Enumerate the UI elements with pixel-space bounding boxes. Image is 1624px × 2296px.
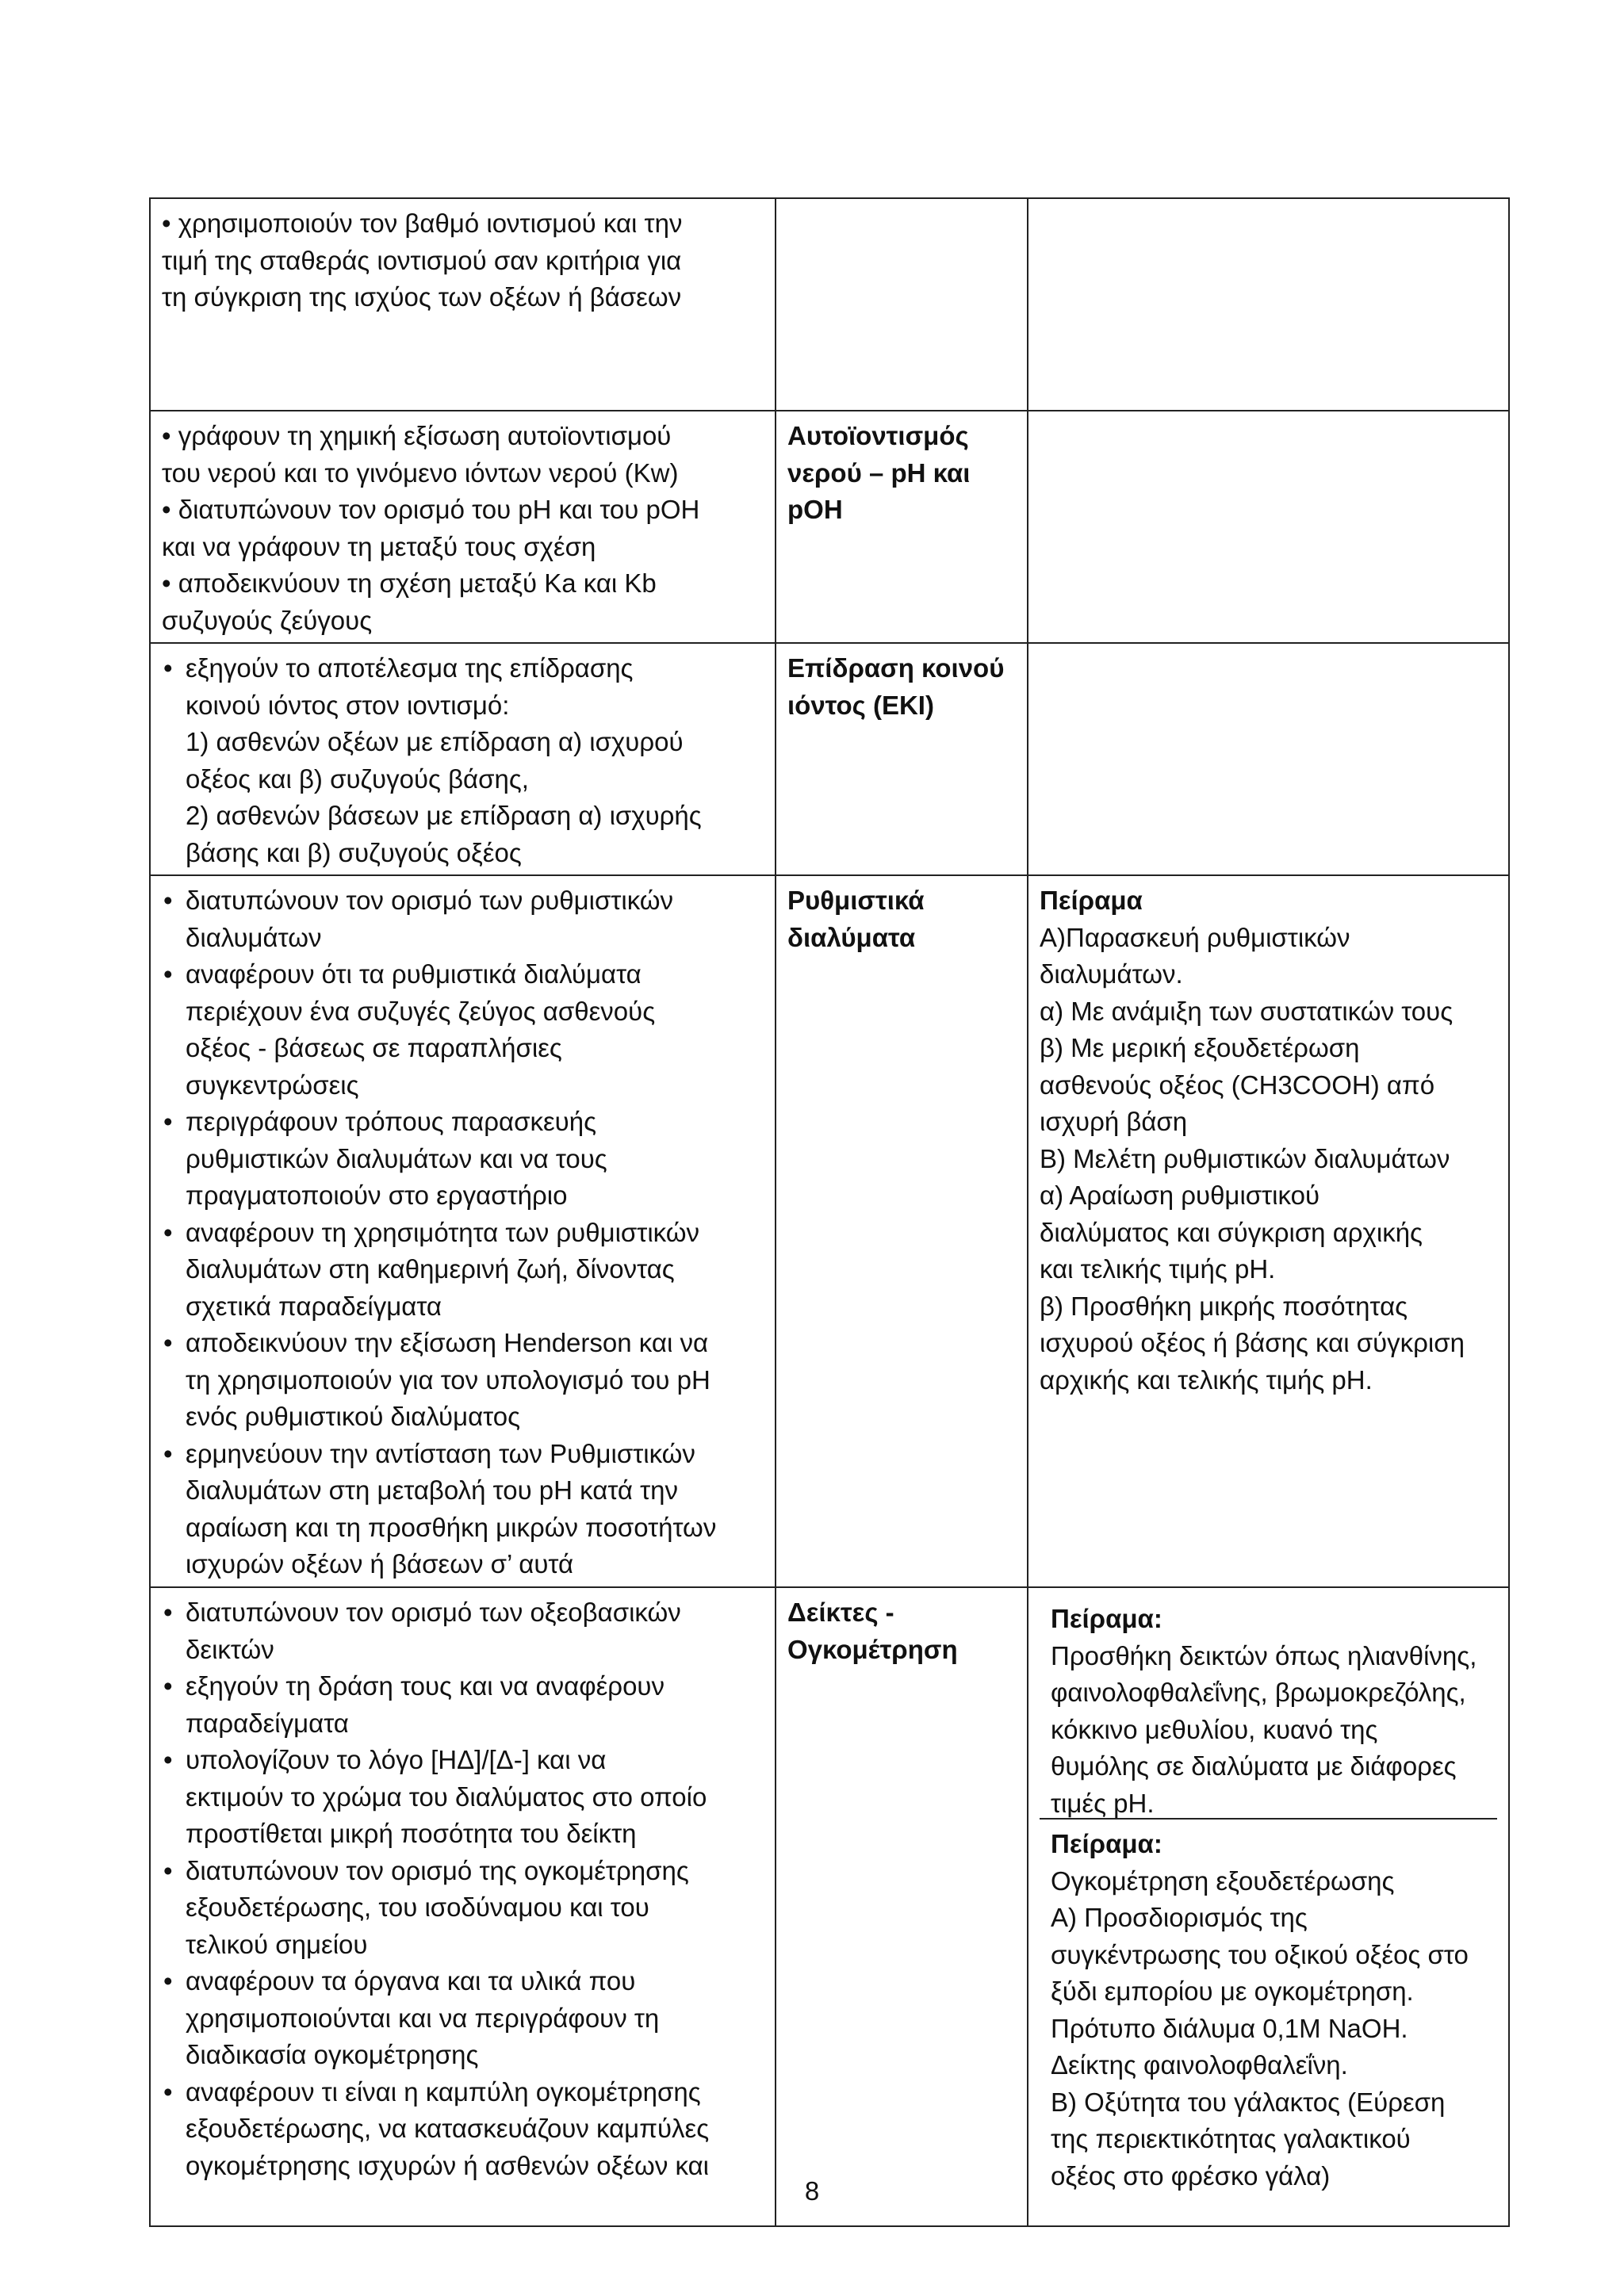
experiment-line: Ογκομέτρηση εξουδετέρωσης [1051,1866,1395,1896]
objective-line: τιμή της σταθεράς ιοντισμού σαν κριτήρια για [162,245,682,275]
experiment-heading: Πείραμα [1040,886,1143,915]
list-item: • διατυπώνουν τον ορισμό των οξεοβασικών δεικτών [162,1594,764,1668]
table-row [150,875,1509,1587]
objective-line: του νερού και το γινόμενο ιόντων νερού (Kw) [162,457,679,488]
experiment-line: Β) Μελέτη ρυθμιστικών διαλυμάτων [1040,1143,1450,1173]
topic-title: Επίδραση κοινού ιόντος (ΕΚΙ) [787,653,1005,720]
topic-title: Ρυθμιστικά διαλύματα [787,886,925,952]
experiment-line: β) Με μερική εξουδετέρωση [1040,1033,1360,1062]
experiment-line: Πρότυπο διάλυμα 0,1Μ NaOH. [1051,2013,1408,2043]
objective-line: συζυγούς ζεύγους [162,605,373,635]
experiment-line: ασθενούς οξέος (CH3COOH) από [1040,1070,1435,1100]
objectives-list [162,1594,764,2184]
objectives-list [162,650,764,871]
page-number: 8 [804,2176,820,2206]
table-row [150,198,1509,411]
experiment-block [1040,1594,1497,1818]
objectives-cell [150,411,776,643]
topic-cell [776,643,1028,875]
experiment-heading: Πείραμα: [1051,1604,1162,1633]
objective-line: τη σύγκριση της ισχύος των οξέων ή βάσεων [162,282,682,312]
objectives-list [162,882,764,1583]
list-item: • αναφέρουν τη χρησιμότητα των ρυθμιστικών διαλυμάτων στη καθημερινή ζωή, δίνοντας σχετικά παραδείγματα [162,1215,764,1326]
list-item: • υπολογίζουν το λόγο [ΗΔ]/[Δ-] και να εκτιμούν το χρώμα του διαλύματος στο οποίο προστίθεται μικρή ποσότητα του δείκτη [162,1742,764,1853]
experiment-line: Δείκτης φαινολοφθαλεΐνη. [1051,2050,1348,2080]
experiment-line: κόκκινο μεθυλίου, κυανό της [1051,1714,1378,1744]
objective-line: • χρησιμοποιούν τον βαθμό ιοντισμού και την [162,209,683,238]
experiment-line: Α)Παρασκευή ρυθμιστικών [1040,922,1350,952]
experiment-line: αρχικής και τελικής τιμής pH. [1040,1364,1373,1395]
experiment-line: β) Προσθήκη μικρής ποσότητας [1040,1291,1408,1321]
experiment-line: οξέος στο φρέσκο γάλα) [1051,2160,1331,2191]
activities-cell [1028,198,1509,411]
table-row [150,1587,1509,2226]
objective-line: • αποδεικνύουν τη σχέση μεταξύ Ka και Kb [162,568,657,598]
sub-item: 2) ασθενών βάσεων με επίδραση α) ισχυρής [186,801,702,830]
activities-cell [1028,875,1509,1587]
list-item: • περιγράφουν τρόπους παρασκευής ρυθμιστικών διαλυμάτων και να τους πραγματοποιούν στο εργαστήριο [162,1104,764,1215]
topic-cell [776,1587,1028,2226]
experiment-line: Β) Οξύτητα του γάλακτος (Εύρεση [1051,2087,1446,2117]
experiment-heading: Πείραμα: [1051,1829,1162,1858]
experiment-line: διαλυμάτων. [1040,959,1183,989]
experiment-line: α) Με ανάμιξη των συστατικών τους [1040,996,1454,1026]
table-row [150,643,1509,875]
objectives-cell [150,643,776,875]
topic-cell [776,198,1028,411]
experiment-line: θυμόλης σε διαλύματα με διάφορες [1051,1751,1457,1781]
table-row [150,411,1509,643]
experiment-line: ξύδι εμπορίου με ογκομέτρηση. [1051,1976,1414,2006]
experiment-line: τιμές pH. [1051,1788,1155,1818]
list-item: • αναφέρουν τα όργανα και τα υλικά που χρησιμοποιούνται και να περιγράφουν τη διαδικασία ογκομέτρησης [162,1963,764,2074]
objectives-cell [150,198,776,411]
curriculum-table [149,197,1510,2227]
sub-item: βάσης και β) συζυγούς οξέος [186,837,522,867]
experiment-line: διαλύματος και σύγκριση αρχικής [1040,1217,1423,1247]
topic-title: Δείκτες - Ογκομέτρηση [787,1598,958,1664]
list-item: • εξηγούν τη δράση τους και να αναφέρουν παραδείγματα [162,1668,764,1742]
list-item: • διατυπώνουν τον ορισμό της ογκομέτρησης εξουδετέρωσης, του ισοδύναμου και του τελικού σημείου [162,1853,764,1964]
objective-line: και να γράφουν τη μεταξύ τους σχέση [162,531,596,561]
activities-cell [1028,411,1509,643]
experiment-line: ισχυρού οξέος ή βάσης και σύγκριση [1040,1328,1465,1357]
list-item: • αποδεικνύουν την εξίσωση Henderson και να τη χρησιμοποιούν για τον υπολογισμό του pH ενός ρυθμιστικού διαλύματος [162,1325,764,1436]
experiment-line: συγκέντρωσης του οξικού οξέος στο [1051,1939,1469,1969]
sub-item: οξέος και β) συζυγούς βάσης, [186,763,529,794]
list-item: • διατυπώνουν τον ορισμό των ρυθμιστικών διαλυμάτων [162,882,764,956]
objective-line: • γράφουν τη χημική εξίσωση αυτοϊοντισμού [162,421,672,450]
topic-cell [776,411,1028,643]
topic-title: Αυτοϊοντισμός νερού – pH και pOH [787,421,971,524]
sub-item: 1) ασθενών οξέων με επίδραση α) ισχυρού [186,727,684,756]
experiment-block [1040,1818,1497,2198]
list-item: • αναφέρουν τι είναι η καμπύλη ογκομέτρησης εξουδετέρωσης, να κατασκευάζουν καμπύλες ογκομέτρησης ισχυρών ή ασθενών οξέων και [162,2074,764,2185]
experiment-line: και τελικής τιμής pH. [1040,1254,1276,1284]
experiment-line: φαινολοφθαλεΐνης, βρωμοκρεζόλης, [1051,1678,1466,1707]
objectives-cell [150,875,776,1587]
objective-line: • διατυπώνουν τον ορισμό του pH και του pOH [162,495,700,524]
experiment-line: α) Αραίωση ρυθμιστικού [1040,1181,1320,1210]
experiment-line: ισχυρή βάση [1040,1107,1188,1136]
list-item: • εξηγούν το αποτέλεσμα της επίδρασης κοινού ιόντος στον ιοντισμό: 1) ασθενών οξέων με επίδραση α) ισχυρού οξέος και β) συζυγούς βάσης, 2) ασθενών βάσεων με επίδραση α) ισχυρής βάσης και β) συζυγούς οξέος [162,650,764,871]
experiment-line: Προσθήκη δεικτών όπως ηλιανθίνης, [1051,1640,1477,1670]
experiment-line: Α) Προσδιορισμός της [1051,1903,1308,1932]
activities-cell [1028,643,1509,875]
topic-cell [776,875,1028,1587]
activities-cell [1028,1587,1509,2226]
objectives-cell [150,1587,776,2226]
experiment-line: της περιεκτικότητας γαλακτικού [1051,2124,1411,2153]
list-item: • αναφέρουν ότι τα ρυθμιστικά διαλύματα περιέχουν ένα συζυγές ζεύγος ασθενούς οξέος - βάσεως σε παραπλήσιες συγκεντρώσεις [162,956,764,1104]
list-item: • ερμηνεύουν την αντίσταση των Ρυθμιστικών διαλυμάτων στη μεταβολή του pH κατά την αραίωση και τη προσθήκη μικρών ποσοτήτων ισχυρών οξέων ή βάσεων σ’ αυτά [162,1436,764,1583]
